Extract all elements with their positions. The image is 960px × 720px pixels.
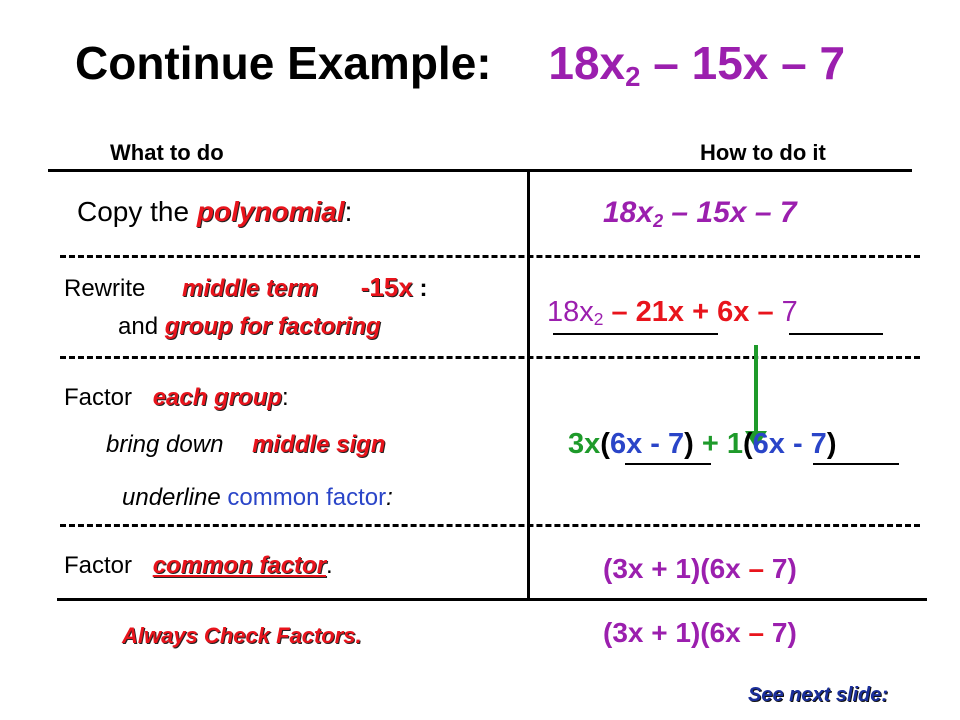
column-divider [527, 169, 530, 600]
group1-underline [553, 333, 718, 335]
column-header-how: How to do it [700, 140, 826, 165]
row-divider-2 [60, 356, 920, 359]
step1-label: Copy the polynomial: [77, 196, 353, 227]
column-header-what: What to do [110, 140, 224, 165]
check-result: (3x + 1)(6x – 7) [603, 617, 797, 648]
row-divider-3 [60, 524, 920, 527]
group2-underline [789, 333, 883, 335]
factor2-underline [813, 463, 899, 465]
row-divider-1 [60, 255, 920, 258]
factor1-underline [625, 463, 711, 465]
bottom-rule [57, 598, 927, 601]
step3-line1: Factor each group: [64, 384, 289, 411]
step3-result: 3x(6x - 7) + 1(6x - 7) [568, 428, 837, 460]
step4-label: Factor common factor. [64, 552, 333, 579]
step4-result: (3x + 1)(6x – 7) [603, 553, 797, 584]
step3-line3: underline common factor: [122, 484, 393, 511]
step2-line1: Rewrite middle term -15x : [64, 272, 428, 302]
check-label: Always Check Factors. [122, 623, 362, 648]
step2-line2: and group for factoring [118, 313, 381, 340]
step3-line2: bring down middle sign [106, 431, 386, 458]
header-rule [48, 169, 912, 172]
slide-title [75, 36, 845, 90]
step1-result: $18x_2 - 15x - 7$ [603, 196, 797, 231]
title-prefix: Continue Example: [75, 37, 492, 89]
title-expression: $18x_2 - 15x - 7$ [548, 37, 846, 92]
step2-result: $18x_2 - 21x + 6x - 7$ [547, 296, 798, 330]
next-slide-note: See next slide: [748, 684, 889, 706]
